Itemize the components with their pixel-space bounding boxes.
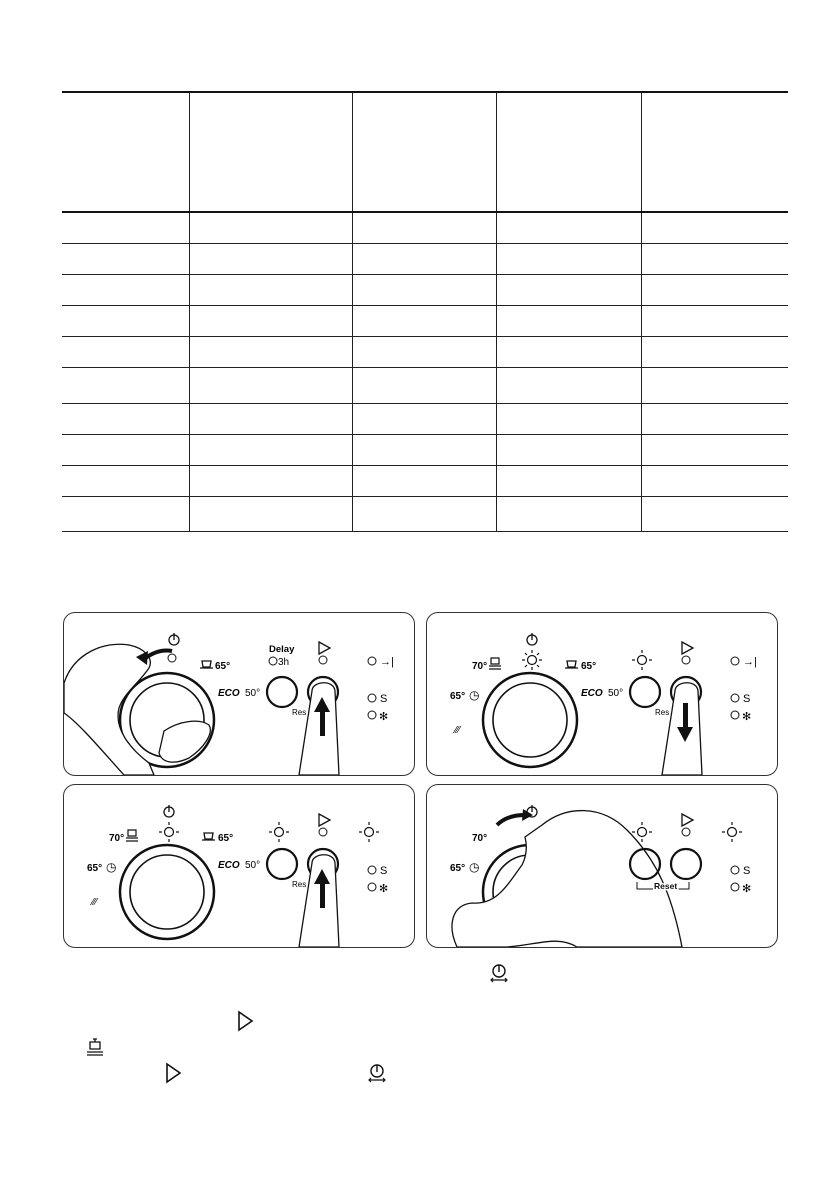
- salt-led: [731, 866, 739, 874]
- start-icon: [319, 814, 330, 826]
- end-icon: →|: [380, 656, 394, 668]
- quick-temp-label: 65°: [450, 863, 466, 874]
- quick-temp-label: 65°: [450, 691, 466, 702]
- power-led: [168, 654, 176, 662]
- table-cell: [496, 212, 641, 244]
- table-cell: [62, 466, 189, 497]
- table-cell: [352, 404, 496, 435]
- salt-icon: S: [380, 693, 388, 705]
- rinse-aid-led: [731, 711, 739, 719]
- program-knob-outer: [483, 673, 577, 767]
- end-led-flashing: [722, 822, 742, 842]
- eco-label: ECO: [218, 860, 240, 871]
- program-knob-outer: [120, 845, 214, 939]
- table-cell: [496, 306, 641, 337]
- table-cell: [62, 497, 189, 532]
- table-cell: [189, 466, 352, 497]
- press-arrow: [320, 882, 325, 908]
- table-cell: [496, 404, 641, 435]
- delay-button[interactable]: [630, 677, 660, 707]
- table-cell: [62, 306, 189, 337]
- control-panel-illustration: [427, 785, 777, 947]
- eco-label: ECO: [581, 688, 603, 699]
- table-header-cell: [189, 92, 352, 212]
- table-cell: [641, 497, 788, 532]
- quick-icon: ◷: [106, 860, 117, 874]
- table-cell: [352, 337, 496, 368]
- table-cell: [189, 212, 352, 244]
- eco-label: ECO: [218, 688, 240, 699]
- table-row: [62, 275, 788, 306]
- table-cell: [352, 466, 496, 497]
- start-led: [319, 828, 327, 836]
- table-cell: [641, 466, 788, 497]
- table-cell: [189, 275, 352, 306]
- table-row: [62, 466, 788, 497]
- start-icon: [319, 642, 330, 654]
- cup-icon: [565, 661, 578, 668]
- table-cell: [189, 244, 352, 275]
- table-cell: [496, 244, 641, 275]
- table-row: [62, 435, 788, 466]
- control-panel-illustration: [427, 613, 777, 775]
- start-led: [682, 828, 690, 836]
- prewash-icon: ⁄⁄⁄: [455, 725, 461, 736]
- finger: [299, 683, 339, 775]
- quick-temp-label: 65°: [87, 863, 103, 874]
- table-cell: [496, 337, 641, 368]
- table-cell: [62, 404, 189, 435]
- table-cell: [189, 435, 352, 466]
- power-led-flashing: [159, 822, 179, 842]
- temp-65-label: 65°: [581, 661, 597, 672]
- table-row: [62, 497, 788, 532]
- table-header-cell: [352, 92, 496, 212]
- release-arrow: [683, 703, 688, 729]
- finger: [299, 855, 339, 947]
- delay-3h-label: 3h: [278, 657, 290, 668]
- eco-temp-label: 50°: [608, 688, 624, 699]
- start-led: [319, 656, 327, 664]
- table-header-cell: [62, 92, 189, 212]
- table-cell: [352, 212, 496, 244]
- table-cell: [189, 306, 352, 337]
- power-icon: [164, 805, 174, 817]
- temp-70-label: 70°: [472, 833, 488, 844]
- table-cell: [641, 275, 788, 306]
- table-cell: [641, 244, 788, 275]
- rotate-arrow: [497, 815, 525, 825]
- table-header-cell: [496, 92, 641, 212]
- start-icon: [236, 1010, 254, 1032]
- end-icon: →|: [743, 656, 757, 668]
- rinse-aid-led: [368, 711, 376, 719]
- cup-icon: [202, 833, 215, 840]
- table-cell: [641, 368, 788, 404]
- table-cell: [62, 435, 189, 466]
- salt-icon: S: [380, 865, 388, 877]
- eco-temp-label: 50°: [245, 860, 261, 871]
- table-row: [62, 404, 788, 435]
- table-cell: [641, 306, 788, 337]
- start-icon: [164, 1062, 182, 1084]
- table-cell: [62, 244, 189, 275]
- quick-icon: ◷: [469, 688, 480, 702]
- table-row: [62, 337, 788, 368]
- power-icon: [169, 633, 179, 645]
- quick-icon: ◷: [469, 860, 480, 874]
- delay-button[interactable]: [267, 677, 297, 707]
- reset-label-partial: Res: [292, 880, 307, 889]
- table-cell: [62, 212, 189, 244]
- table-cell: [62, 368, 189, 404]
- start-icon: [682, 814, 693, 826]
- control-panel-step-4: [426, 784, 778, 948]
- table-cell: [62, 275, 189, 306]
- rinse-aid-icon: ✻: [742, 883, 752, 895]
- program-knob: [493, 683, 567, 757]
- delay-led: [269, 657, 277, 665]
- settings-table: [62, 91, 788, 532]
- cup-icon: [200, 661, 213, 668]
- settings-grid: [62, 91, 788, 532]
- power-reset-icon: [488, 962, 510, 984]
- delay-led-flashing: [269, 822, 289, 842]
- table-cell: [352, 275, 496, 306]
- end-led-flashing: [359, 822, 379, 842]
- table-cell: [62, 337, 189, 368]
- end-led: [368, 657, 376, 665]
- eco-temp-label: 50°: [245, 688, 261, 699]
- table-header-cell: [641, 92, 788, 212]
- start-icon: [682, 642, 693, 654]
- rinse-aid-icon: ✻: [742, 711, 752, 723]
- table-header-row: [62, 92, 788, 212]
- delay-label: Delay: [269, 644, 295, 655]
- table-row: [62, 244, 788, 275]
- table-cell: [496, 466, 641, 497]
- temp-65-label: 65°: [215, 661, 231, 672]
- reset-label-partial: Res: [292, 708, 307, 717]
- rinse-aid-led: [368, 883, 376, 891]
- reset-label: Reset: [654, 881, 678, 891]
- start-led: [682, 656, 690, 664]
- salt-icon: S: [743, 865, 751, 877]
- table-cell: [641, 435, 788, 466]
- table-cell: [496, 368, 641, 404]
- table-cell: [352, 497, 496, 532]
- table-row: [62, 306, 788, 337]
- control-panel-step-2: [426, 612, 778, 776]
- temp-70-label: 70°: [109, 833, 125, 844]
- table-cell: [496, 497, 641, 532]
- table-cell: [352, 368, 496, 404]
- rinse-aid-led: [731, 883, 739, 891]
- table-row: [62, 368, 788, 404]
- power-icon: [527, 633, 537, 645]
- power-led-flashing: [522, 650, 542, 670]
- temp-65-label: 65°: [218, 833, 234, 844]
- thumb: [159, 721, 210, 762]
- control-panel-step-1: [63, 612, 415, 776]
- table-cell: [189, 337, 352, 368]
- prewash-icon: ⁄⁄⁄: [92, 897, 98, 908]
- table-cell: [189, 497, 352, 532]
- rinse-aid-icon: ✻: [379, 711, 389, 723]
- table-cell: [189, 368, 352, 404]
- control-panel-illustration: [64, 613, 414, 775]
- hand-left: [64, 644, 154, 775]
- temp-70-label: 70°: [472, 661, 488, 672]
- table-cell: [189, 404, 352, 435]
- table-cell: [352, 244, 496, 275]
- salt-led: [368, 694, 376, 702]
- table-cell: [496, 275, 641, 306]
- power-reset-icon: [366, 1062, 388, 1084]
- table-cell: [641, 337, 788, 368]
- rinse-aid-icon: ✻: [379, 883, 389, 895]
- pot-icon: [126, 830, 138, 841]
- table-cell: [496, 435, 641, 466]
- intensive-program-icon: [84, 1037, 106, 1059]
- end-led: [731, 657, 739, 665]
- control-panel-illustration: [64, 785, 414, 947]
- table-cell: [352, 435, 496, 466]
- salt-led: [368, 866, 376, 874]
- pot-icon: [489, 658, 501, 669]
- table-cell: [352, 306, 496, 337]
- salt-led: [731, 694, 739, 702]
- program-knob: [130, 855, 204, 929]
- reset-label-partial: Res: [655, 708, 670, 717]
- press-arrow: [320, 710, 325, 736]
- table-row: [62, 212, 788, 244]
- table-cell: [641, 212, 788, 244]
- table-cell: [641, 404, 788, 435]
- salt-icon: S: [743, 693, 751, 705]
- start-button[interactable]: [671, 849, 701, 879]
- delay-button[interactable]: [267, 849, 297, 879]
- control-panel-step-3: [63, 784, 415, 948]
- delay-led-flashing: [632, 650, 652, 670]
